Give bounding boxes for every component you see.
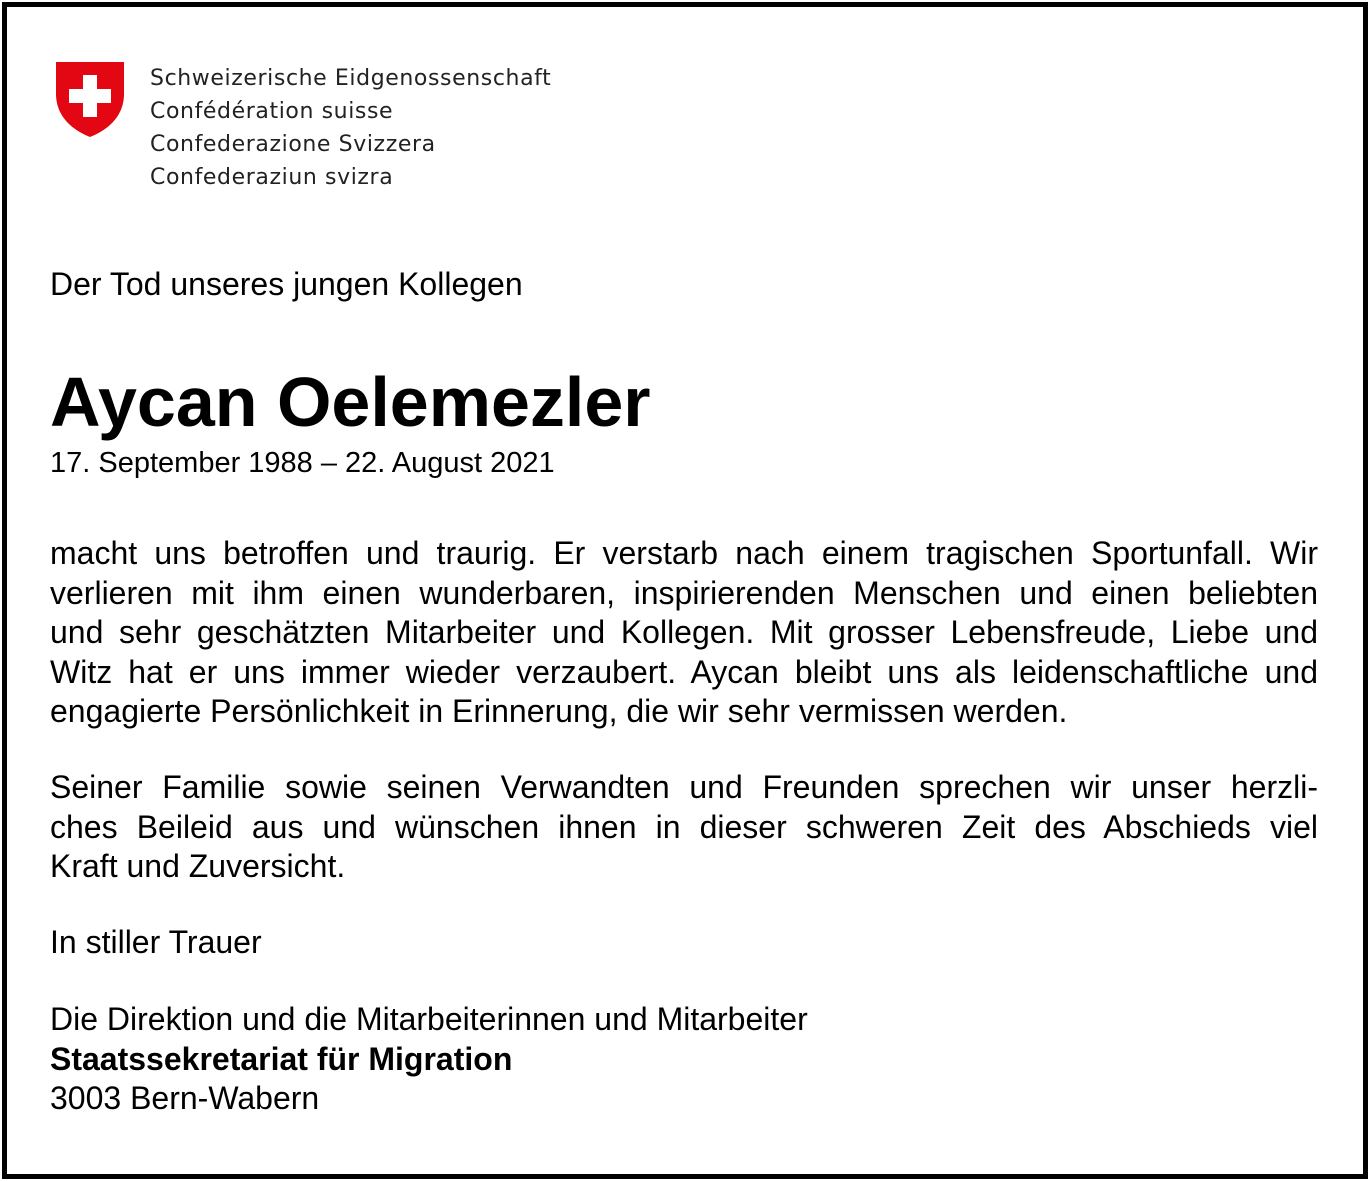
life-dates: 17. September 1988 – 22. August 2021: [50, 447, 555, 479]
intro-line: Der Tod unseres jungen Kollegen: [50, 266, 523, 302]
condolence-line: Seiner Familie sowie seinen Verwandten und Freunden sprechen wir unser herzli-: [50, 769, 1318, 805]
agency-name-fr: Confédération suisse: [150, 99, 394, 124]
swiss-cross-shield-icon: [54, 60, 126, 138]
condolence-line: ches Beileid aus und wünschen ihnen in dieser schweren Zeit des Abschieds viel: [50, 808, 1318, 845]
agency-name-rm: Confederaziun svizra: [150, 165, 394, 190]
tribute-line: verlieren mit ihm einen wunderbaren, inspirierenden Menschen und einen beliebten: [50, 574, 1318, 611]
tribute-line: macht uns betroffen und traurig. Er verstarb nach einem tragischen Sportunfall. Wir: [50, 535, 1318, 571]
tribute-paragraph: [50, 534, 1318, 732]
agency-name-it: Confederazione Svizzera: [150, 132, 436, 157]
condolence-line: Kraft und Zuversicht.: [50, 848, 346, 884]
agency-names: [150, 62, 551, 194]
signature-block: [50, 1000, 808, 1119]
signature-address: 3003 Bern-Wabern: [50, 1080, 320, 1116]
tribute-line: Witz hat er uns immer wieder verzaubert. Aycan bleibt uns als leidenschaftliche und: [50, 653, 1318, 690]
tribute-line: engagierte Persönlichkeit in Erinnerung, die wir sehr vermissen werden.: [50, 693, 1068, 729]
agency-name-de: Schweizerische Eidgenossenschaft: [150, 66, 552, 91]
closing-line: In stiller Trauer: [50, 924, 262, 960]
condolence-paragraph: [50, 768, 1318, 887]
deceased-name: Aycan Oelemezler: [50, 363, 651, 441]
tribute-line: und sehr geschätzten Mitarbeiter und Kollegen. Mit grosser Lebensfreude, Liebe und: [50, 614, 1318, 650]
signature-staff-line: Die Direktion und die Mitarbeiterinnen und Mitarbeiter: [50, 1001, 808, 1037]
signature-organization: Staatssekretariat für Migration: [50, 1040, 513, 1077]
